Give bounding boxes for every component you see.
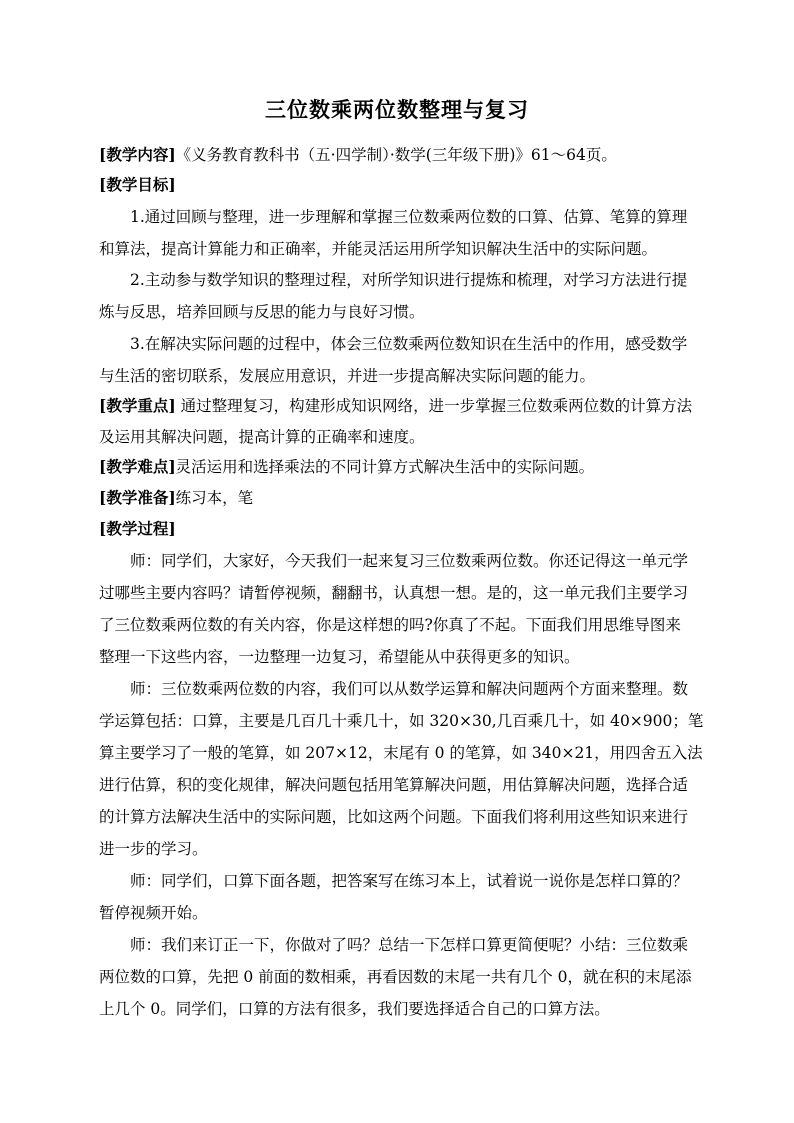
line-text: 及运用其解决问题，提高计算的正确率和速度。	[99, 428, 425, 446]
line-text: 师：同学们，口算下面各题，把答案写在练习本上，试着说一说你是怎样口算的？	[99, 872, 689, 890]
line-text: 过哪些主要内容吗？请暂停视频，翻翻书，认真想一想。是的，这一单元我们主要学习	[99, 584, 689, 602]
paragraph-line	[99, 774, 709, 796]
line-text: 算主要学习了一般的笔算，如 207×12，末尾有 0 的笔算，如 340×21，用四舍五入法	[99, 744, 703, 762]
section-label: [教学内容]	[99, 145, 176, 164]
line-text: 练习本，笔	[175, 489, 254, 507]
line-preparation	[99, 487, 709, 509]
line-text: 3.在解决实际问题的过程中，体会三位数乘两位数知识在生活中的作用，感受数学	[99, 335, 688, 353]
paragraph-line	[99, 998, 709, 1020]
paragraph-line	[99, 301, 709, 323]
section-label: [教学过程]	[99, 519, 176, 538]
line-text: 通过整理复习，构建形成知识网络，进一步掌握三位数乘两位数的计算方法	[175, 397, 693, 415]
paragraph-line	[99, 710, 709, 732]
section-label: [教学重点]	[99, 396, 176, 415]
paragraph-line	[99, 550, 709, 572]
line-text: 1.通过回顾与整理，进一步理解和掌握三位数乘两位数的口算、估算、笔算的算理	[99, 208, 688, 226]
paragraph-line	[99, 582, 709, 604]
paragraph-line	[99, 238, 709, 260]
line-text: 灵活运用和选择乘法的不同计算方式解决生活中的实际问题。	[175, 458, 595, 476]
line-text: 整理一下这些内容，一边整理一边复习，希望能从中获得更多的知识。	[99, 648, 580, 666]
section-label: [教学目标]	[99, 175, 176, 194]
line-text: 暂停视频开始。	[99, 904, 208, 922]
line-difficulties	[99, 456, 709, 478]
line-text: 《义务教育教科书（五·四学制）·数学(三年级下册)》61～64页。	[175, 146, 617, 164]
line-text: 师：三位数乘两位数的内容，我们可以从数学运算和解决问题两个方面来整理。数	[99, 680, 689, 698]
line-text: 和算法，提高计算能力和正确率，并能灵活运用所学知识解决生活中的实际问题。	[99, 240, 658, 258]
line-text: 进行估算，积的变化规律，解决问题包括用笔算解决问题，用估算解决问题，选择合适	[99, 776, 689, 794]
line-key-points	[99, 395, 709, 417]
line-teaching-content	[99, 144, 709, 166]
line-text: 2.主动参与数学知识的整理过程，对所学知识进行提炼和梳理，对学习方法进行提	[99, 271, 688, 289]
section-label: [教学难点]	[99, 457, 176, 476]
line-text: 上几个 0。同学们，口算的方法有很多，我们要选择适合自己的口算方法。	[99, 1000, 610, 1018]
paragraph-line	[99, 333, 709, 355]
document-title: 三位数乘两位数整理与复习	[265, 97, 529, 122]
line-text: 师：我们来订正一下，你做对了吗？总结一下怎样口算更简便呢？小结：三位数乘	[99, 936, 689, 954]
line-text: 学运算包括：口算，主要是几百几十乘几十，如 320×30,几百乘几十，如 40×900；笔	[99, 712, 704, 730]
paragraph-line	[99, 806, 709, 828]
line-text: 两位数的口算，先把 0 前面的数相乘，再看因数的末尾一共有几个 0，就在积的末尾添	[99, 968, 692, 986]
paragraph-line	[99, 838, 709, 860]
paragraph-line	[99, 646, 709, 668]
paragraph-line	[99, 934, 709, 956]
paragraph-line	[99, 902, 709, 924]
paragraph-line	[99, 870, 709, 892]
paragraph-line	[99, 269, 709, 291]
line-text: 的计算方法解决生活中的实际问题，比如这两个问题。下面我们将利用这些知识来进行	[99, 808, 689, 826]
paragraph-line	[99, 426, 709, 448]
line-teaching-process	[99, 518, 709, 540]
paragraph-line	[99, 742, 709, 764]
line-text: 师：同学们，大家好，今天我们一起来复习三位数乘两位数。你还记得这一单元学	[99, 552, 689, 570]
paragraph-line	[99, 365, 709, 387]
paragraph-line	[99, 966, 709, 988]
section-label: [教学准备]	[99, 488, 176, 507]
line-text: 与生活的密切联系，发展应用意识，并进一步提高解决实际问题的能力。	[99, 367, 596, 385]
paragraph-line	[99, 614, 709, 636]
line-text: 了三位数乘两位数的有关内容，你是这样想的吗?你真了不起。下面我们用思维导图来	[99, 616, 681, 634]
paragraph-line	[99, 678, 709, 700]
line-teaching-goals	[99, 174, 709, 196]
line-text: 炼与反思，培养回顾与反思的能力与良好习惯。	[99, 303, 425, 321]
line-text: 进一步的学习。	[99, 840, 208, 858]
paragraph-line	[99, 206, 709, 228]
